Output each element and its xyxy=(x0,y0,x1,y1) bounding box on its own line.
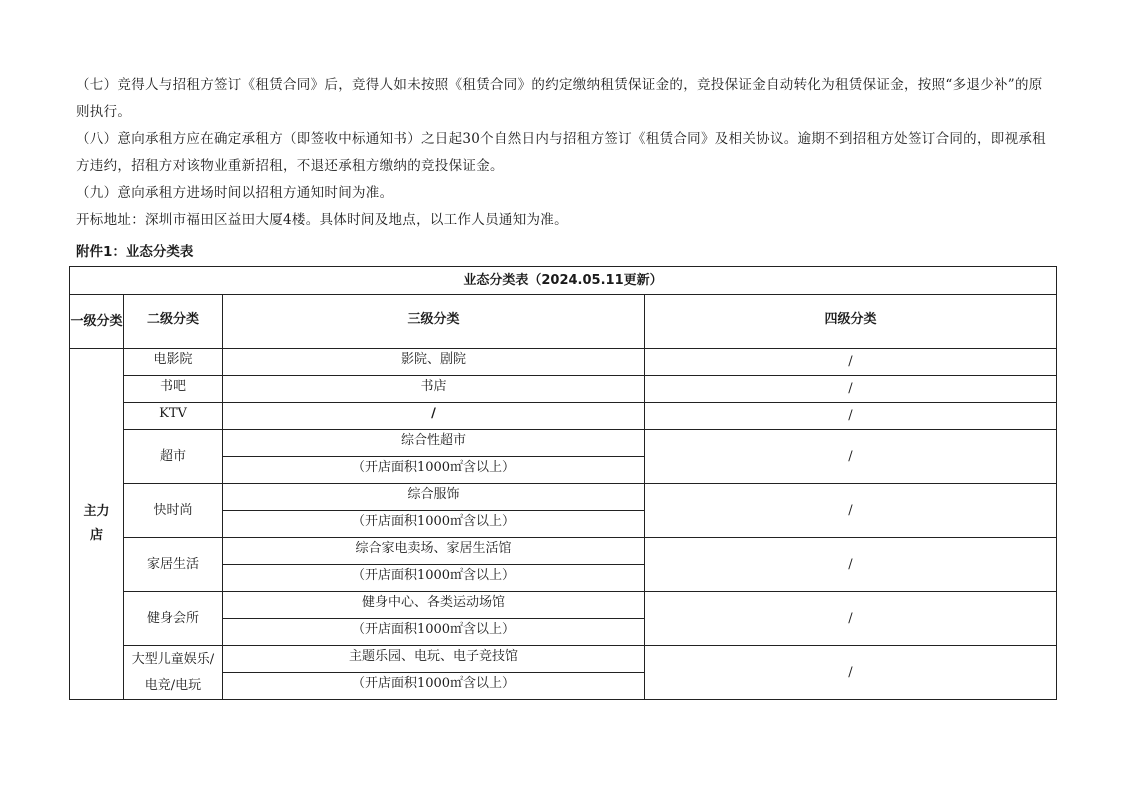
table-row-level4: / xyxy=(645,403,1057,430)
table-row-level3: 综合服饰 xyxy=(223,484,645,511)
bid-opening-address xyxy=(76,207,1056,234)
table-row-level2: 快时尚 xyxy=(124,484,223,538)
table-row-level3: / xyxy=(223,403,645,430)
table-row-level4: / xyxy=(645,484,1057,538)
clause-7-text: （七）竞得人与招租方签订《租赁合同》后，竞得人如未按照《租赁合同》的约定缴纳租赁保证金的，竞投保证金自动转化为租赁保证金，按照“多退少补”的原则执行。 xyxy=(76,77,1043,120)
table-row-level4: / xyxy=(645,349,1057,376)
table-row-level4: / xyxy=(645,430,1057,484)
clause-8-text: （八）意向承租方应在确定承租方（即签收中标通知书）之日起30个自然日内与招租方签订《租赁合同》及相关协议。逾期不到招租方处签订合同的，即视承租方违约，招租方对该物业重新招租，不退还承租方缴纳的竞投保证金。 xyxy=(76,131,1046,174)
table-row-level2: 电影院 xyxy=(124,349,223,376)
table-row-level4: / xyxy=(645,592,1057,646)
header-level4: 四级分类 xyxy=(645,295,1057,349)
clause-8 xyxy=(76,126,1056,180)
business-type-table xyxy=(69,266,1057,700)
table-row-level3-note: （开店面积1000㎡含以上） xyxy=(223,457,645,484)
attachment-label: 附件1：业态分类表 xyxy=(76,244,194,260)
table-row-level4: / xyxy=(645,376,1057,403)
header-level3: 三级分类 xyxy=(223,295,645,349)
header-level2: 二级分类 xyxy=(124,295,223,349)
main-category-cell: 主力店 xyxy=(70,349,124,700)
table-row-level2: 健身会所 xyxy=(124,592,223,646)
table-row-level3: 综合家电卖场、家居生活馆 xyxy=(223,538,645,565)
table-row-level3: 主题乐园、电玩、电子竞技馆 xyxy=(223,646,645,673)
table-row-level3: 影院、剧院 xyxy=(223,349,645,376)
clause-7 xyxy=(76,72,1056,126)
bid-opening-address-text: 开标地址：深圳市福田区益田大厦4楼。具体时间及地点，以工作人员通知为准。 xyxy=(76,212,568,228)
table-row-level3: 书店 xyxy=(223,376,645,403)
clause-9 xyxy=(76,180,1056,207)
table-row-level2: 家居生活 xyxy=(124,538,223,592)
table-row-level4: / xyxy=(645,646,1057,700)
table-row-level3-note: （开店面积1000㎡含以上） xyxy=(223,565,645,592)
table-row-level3-note: （开店面积1000㎡含以上） xyxy=(223,673,645,700)
table-row-level2: KTV xyxy=(124,403,223,430)
table-row-level3-note: （开店面积1000㎡含以上） xyxy=(223,619,645,646)
table-title: 业态分类表（2024.05.11更新） xyxy=(70,267,1057,295)
table-row-level4: / xyxy=(645,538,1057,592)
table-row-level2: 大型儿童娱乐/电竞/电玩 xyxy=(124,646,223,700)
header-level1: 一级分类 xyxy=(70,295,124,349)
table-row-level3: 综合性超市 xyxy=(223,430,645,457)
table-row-level3: 健身中心、各类运动场馆 xyxy=(223,592,645,619)
table-row-level3-note: （开店面积1000㎡含以上） xyxy=(223,511,645,538)
table-row-level2: 超市 xyxy=(124,430,223,484)
clause-9-text: （九）意向承租方进场时间以招租方通知时间为准。 xyxy=(76,185,394,201)
table-row-level2: 书吧 xyxy=(124,376,223,403)
